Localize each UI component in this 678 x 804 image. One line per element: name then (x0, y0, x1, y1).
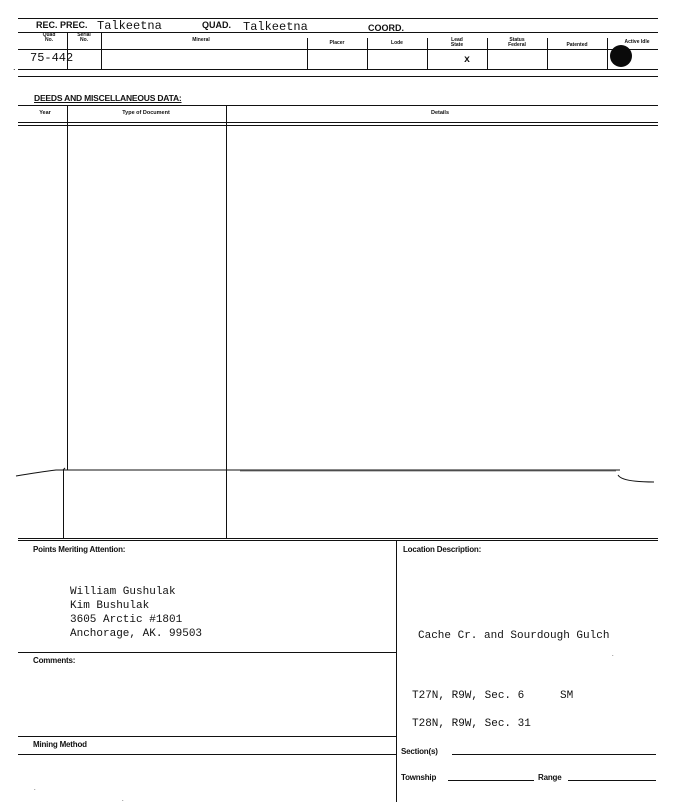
township-label: Township (401, 773, 437, 782)
stray-mark-1: . (34, 786, 36, 792)
col-serial-no: Serial No. (77, 32, 91, 43)
col-quad-no: Quad No. (42, 32, 56, 43)
stray-dot: . (612, 652, 614, 658)
col-placer: Placer (329, 40, 345, 46)
quad-label: QUAD. (202, 20, 231, 30)
rec-prec-label: REC. PREC. (36, 20, 88, 30)
page-seam (0, 455, 678, 495)
col-div-7 (547, 38, 548, 70)
deeds-div-year (67, 105, 68, 470)
header-rule (18, 32, 658, 33)
deeds-col-details: Details (430, 110, 450, 116)
col-status-federal: Status Federal (508, 37, 526, 48)
col-div-2 (101, 32, 102, 70)
mining-bottom-rule (18, 754, 396, 755)
col-div-8 (607, 38, 608, 70)
active-status-dot (610, 45, 632, 67)
record-bottom-rule-2 (18, 76, 658, 77)
mining-label: Mining Method (33, 740, 87, 749)
deeds-col-type: Type of Document (122, 110, 170, 116)
deeds-title: DEEDS AND MISCELLANEOUS DATA: (34, 93, 182, 103)
range-line (568, 780, 656, 781)
location-place: Cache Cr. and Sourdough Gulch (418, 630, 610, 642)
col-patented: Patented (566, 42, 588, 48)
deeds-head-rule (18, 122, 658, 123)
rec-prec-value: Talkeetna (97, 19, 162, 33)
col-div-6 (487, 38, 488, 70)
sections-line (452, 754, 656, 755)
col-div-5 (427, 38, 428, 70)
lower-center-divider (396, 540, 397, 802)
col-lead-state: Lead State (450, 37, 464, 48)
mining-top-rule (18, 736, 396, 737)
comments-label: Comments: (33, 656, 76, 665)
sections-label: Section(s) (401, 747, 438, 756)
col-div-4 (367, 38, 368, 70)
quad-value: Talkeetna (243, 20, 308, 34)
points-line-2: Kim Bushulak (70, 600, 150, 612)
record-number: 75-442 (30, 51, 74, 65)
points-line-3: 3605 Arctic #1801 (70, 614, 183, 626)
location-label: Location Description: (403, 545, 482, 554)
comments-rule (18, 652, 396, 653)
location-line-1: T27N, R9W, Sec. 6 (412, 690, 525, 702)
deeds-bottom-rule (18, 538, 658, 539)
deeds-top-rule (18, 105, 658, 106)
deeds-head-rule-2 (18, 125, 658, 126)
lower-top-rule (18, 540, 658, 541)
coord-label: COORD. (368, 23, 404, 33)
col-mineral: Mineral (192, 37, 210, 43)
points-line-1: William Gushulak (70, 586, 176, 598)
stray-mark-2: . (122, 797, 124, 803)
location-line-1-meridian: SM (560, 690, 574, 702)
col-lode: Lode (391, 40, 403, 46)
col-div-3 (307, 38, 308, 70)
range-label: Range (538, 773, 562, 782)
lead-state-mark: x (464, 55, 471, 66)
deeds-col-year: Year (39, 110, 51, 116)
location-line-2: T28N, R9W, Sec. 31 (412, 718, 531, 730)
colhead-rule (18, 49, 658, 50)
township-line (448, 780, 534, 781)
col-active-idle: Active Idle (624, 39, 650, 45)
record-tick: . (13, 62, 16, 72)
points-label: Points Meriting Attention: (33, 545, 126, 554)
record-bottom-rule (18, 69, 658, 70)
points-line-4: Anchorage, AK. 99503 (70, 628, 203, 640)
